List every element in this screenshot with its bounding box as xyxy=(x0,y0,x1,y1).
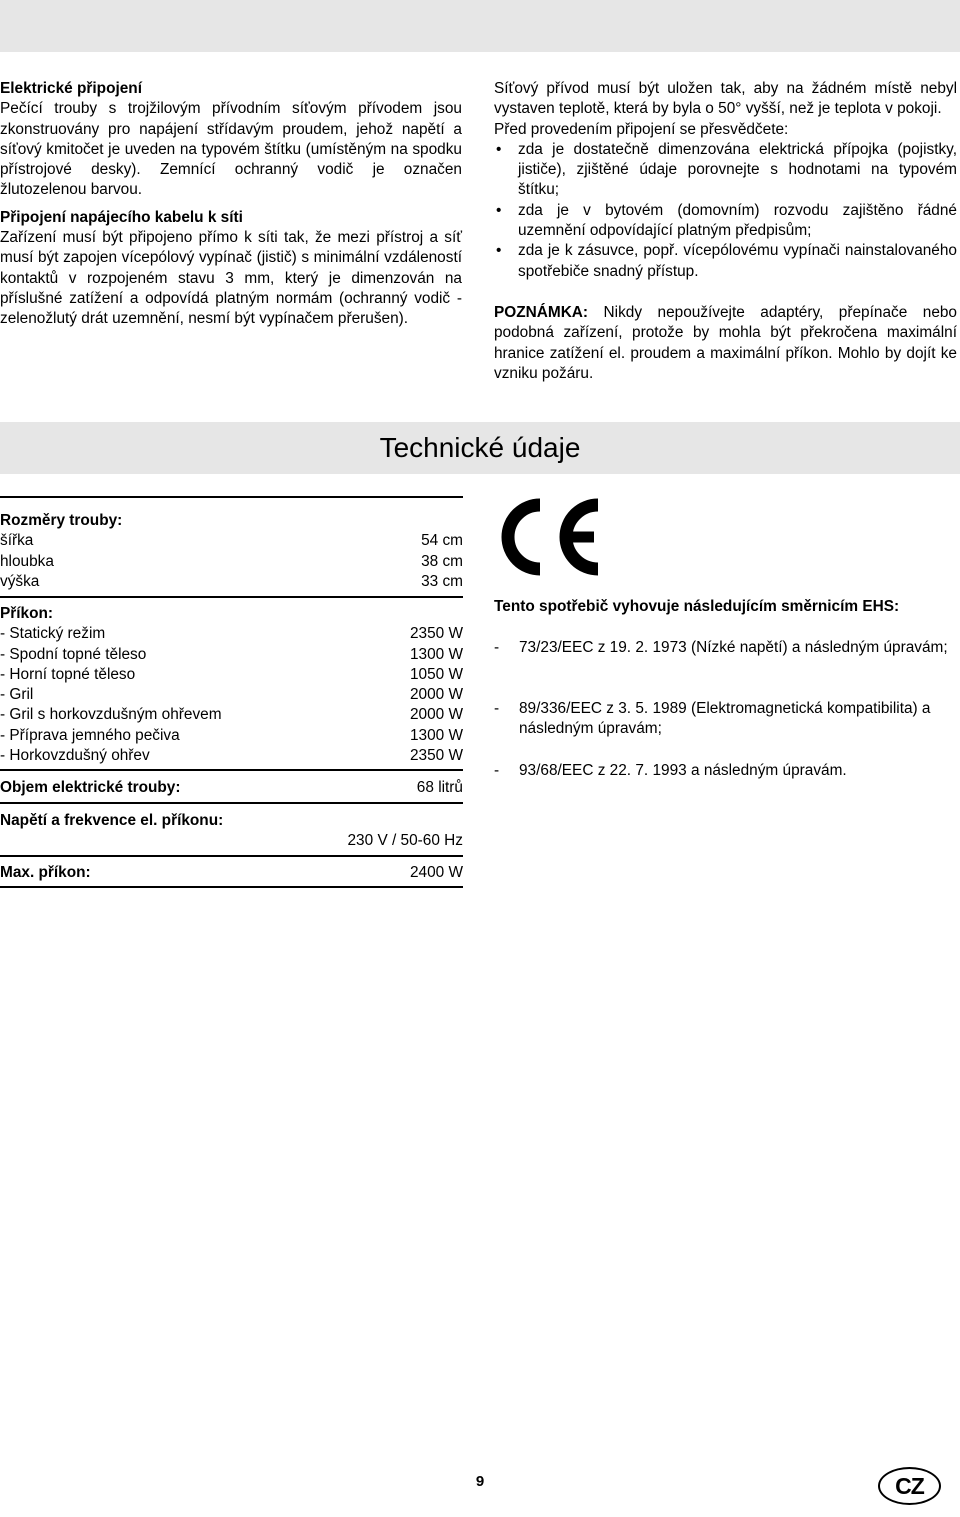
spec-value: 2350 W xyxy=(409,747,463,765)
spec-label: - Spodní topné těleso xyxy=(0,645,147,663)
power-block xyxy=(0,604,463,766)
spec-row xyxy=(0,552,463,572)
spec-row xyxy=(0,665,463,685)
check-list-item: • zda je k zásuvce, popř. vícepólovému vypínači nainstalovaného spotřebiče snadný přístup. xyxy=(494,241,957,282)
spec-label: - Statický režim xyxy=(0,625,106,643)
spec-row xyxy=(0,685,463,705)
max-power-label: Max. příkon: xyxy=(0,864,91,881)
spec-label: - Horní topné těleso xyxy=(0,665,136,683)
check-list xyxy=(494,140,957,282)
top-band xyxy=(0,0,960,52)
max-power-value: 2400 W xyxy=(409,864,463,881)
spec-value: 33 cm xyxy=(421,572,463,590)
ce-mark-icon xyxy=(494,497,604,577)
check-list-item: • zda je v bytovém (domovním) rozvodu zajištěno řádné uzemnění odpovídající platným předpisům; xyxy=(494,201,957,242)
spec-row xyxy=(0,624,463,644)
compliance-heading: Tento spotřebič vyhovuje následujícím směrnicím EHS: xyxy=(494,598,900,615)
check-list-item: • zda je dostatečně dimenzována elektrická přípojka (pojistky, jističe), zjištěné údaje porovnejte s hodnotami na typovém štítku; xyxy=(494,140,957,201)
spec-label: výška xyxy=(0,572,40,590)
voltage-block xyxy=(0,811,463,852)
spec-row xyxy=(0,572,463,592)
spec-row xyxy=(0,645,463,665)
spec-row xyxy=(0,863,463,883)
spec-label: - Gril s horkovzdušným ohřevem xyxy=(0,706,222,724)
directive-dash: - xyxy=(494,762,500,779)
spec-row xyxy=(0,726,463,746)
power-heading: Příkon: xyxy=(0,605,54,622)
directive-text: 73/23/EEC z 19. 2. 1973 (Nízké napětí) a následným úpravám; xyxy=(519,639,948,656)
connection-heading: Elektrické připojení xyxy=(0,80,142,97)
spec-value: 1300 W xyxy=(409,726,463,744)
spec-row xyxy=(0,531,463,551)
spec-value: 38 cm xyxy=(421,552,463,570)
warning-note xyxy=(494,303,957,384)
note-text: Nikdy nepoužívejte adaptéry, přepínače nebo podobná zařízení, protože by mohla být překročena maximální hranice zatížení el. proudem a maximální příkon. Mohlo by dojít ke vzniku požáru. xyxy=(494,303,957,382)
connection-paragraph-3: Síťový přívod musí být uložen tak, aby na žádném místě nebyl vystaven teplotě, která by byla o 50° vyšší, než je teplota v pokoji. xyxy=(494,80,957,118)
divider xyxy=(0,596,463,598)
dimensions-block xyxy=(0,511,463,592)
divider xyxy=(0,855,463,857)
spec-label: šířka xyxy=(0,532,34,550)
note-label: POZNÁMKA: xyxy=(494,303,589,321)
dimensions-heading: Rozměry trouby: xyxy=(0,512,123,529)
connection-left-column xyxy=(0,79,462,330)
directive-item xyxy=(494,699,957,740)
directive-text: 89/336/EEC z 3. 5. 1989 (Elektromagnetická kompatibilita) a následným úpravám; xyxy=(519,700,931,738)
spec-value: 1300 W xyxy=(409,645,463,663)
connection-paragraph-1: Pečící trouby s trojžilovým přívodním síťovým přívodem jsou zkonstruovány pro napájení střídavým proudem, jehož napětí a síťový kmitočet je uveden na typovém štítku (umístěným na spodku přístrojové desky). Zemnící ochranný vodič je označen žlutozelenou barvou. xyxy=(0,100,462,199)
spec-row xyxy=(0,746,463,766)
directive-text: 93/68/EEC z 22. 7. 1993 a následným úpravám. xyxy=(519,762,847,779)
divider xyxy=(0,496,463,498)
spec-label: - Horkovzdušný ohřev xyxy=(0,747,150,765)
divider xyxy=(0,802,463,804)
spec-value: 2350 W xyxy=(409,625,463,643)
spec-value: 54 cm xyxy=(421,532,463,550)
divider xyxy=(0,769,463,771)
page-number: 9 xyxy=(475,1473,485,1490)
spec-label: - Příprava jemného pečiva xyxy=(0,726,180,744)
directive-dash: - xyxy=(494,639,500,656)
section-title: Technické údaje xyxy=(379,432,581,463)
voltage-label: Napětí a frekvence el. příkonu: xyxy=(0,812,224,829)
spec-row xyxy=(0,831,463,851)
spec-label: hloubka xyxy=(0,552,54,570)
spec-value: 1050 W xyxy=(409,665,463,683)
directive-dash: - xyxy=(494,700,500,717)
max-power-block xyxy=(0,863,463,883)
volume-value: 68 litrů xyxy=(416,779,463,796)
directive-item xyxy=(494,761,957,781)
voltage-value: 230 V / 50-60 Hz xyxy=(347,832,463,850)
volume-label: Objem elektrické trouby: xyxy=(0,779,181,796)
cable-connection-subheading: Připojení napájecího kabelu k síti xyxy=(0,208,243,226)
connection-paragraph-4: Před provedením připojení se přesvědčete: xyxy=(494,120,789,138)
volume-block xyxy=(0,778,463,798)
directive-item xyxy=(494,638,957,658)
spec-row xyxy=(0,778,463,798)
spec-label: - Gril xyxy=(0,686,34,704)
spec-value: 2000 W xyxy=(409,706,463,724)
country-badge: CZ xyxy=(878,1467,941,1505)
spec-value: 2000 W xyxy=(409,686,463,704)
spec-row xyxy=(0,705,463,725)
divider xyxy=(0,886,463,888)
connection-paragraph-2: Zařízení musí být připojeno přímo k síti tak, že mezi přístroj a síť musí být zapojen vícepólový vypínač (jistič) s minimální vzdáleností kontaktů v rozpojeném stavu 3 mm, který je dimenzován na příslušné zatížení a odpovídá platným normám (ochranný vodič - zelenožlutý drát uzemnění, nesmí být vypínačem přerušen). xyxy=(0,229,462,328)
connection-right-column xyxy=(494,79,957,384)
